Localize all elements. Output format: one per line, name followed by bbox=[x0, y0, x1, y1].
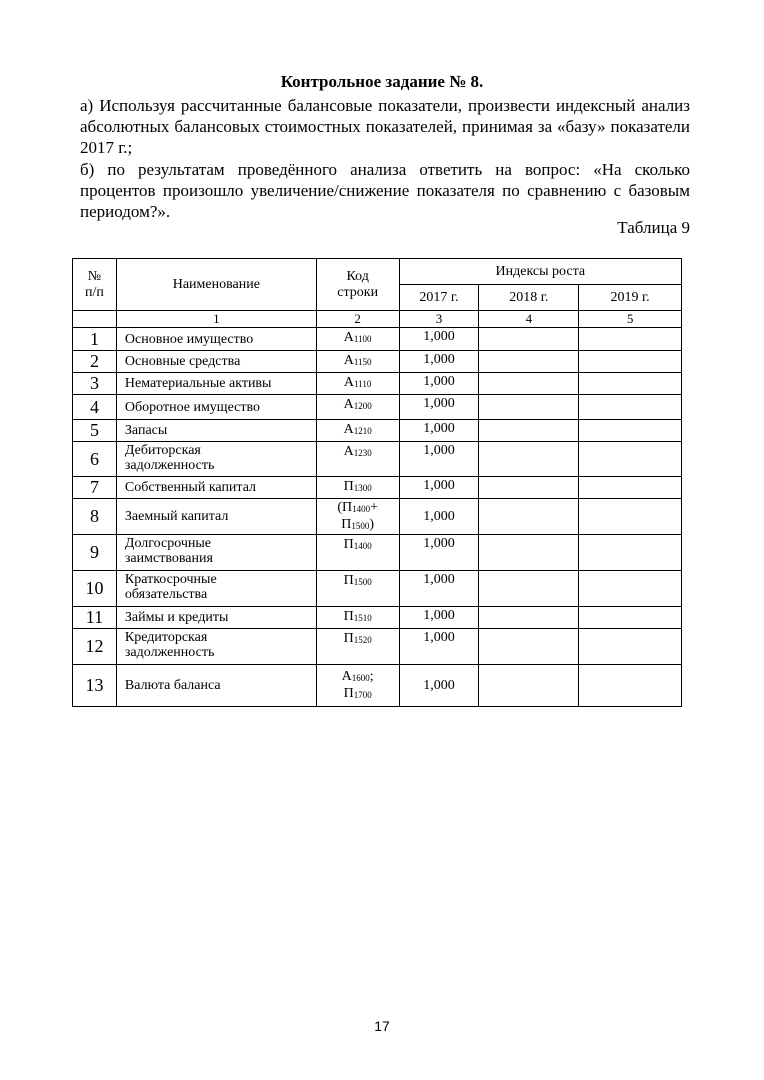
header-year-2018: 2018 г. bbox=[479, 285, 579, 311]
header-year-2017: 2017 г. bbox=[399, 285, 479, 311]
value-2019 bbox=[579, 328, 682, 351]
value-2018 bbox=[479, 607, 579, 629]
row-number: 6 bbox=[73, 442, 117, 477]
row-name: Кредиторская задолженность bbox=[116, 629, 316, 665]
table-row bbox=[73, 420, 682, 442]
value-2017: 1,000 bbox=[399, 442, 479, 477]
code-line: $П_{1400}$ bbox=[343, 537, 372, 552]
row-code bbox=[316, 607, 399, 629]
row-number: 3 bbox=[73, 373, 117, 395]
row-name: Оборотное имущество bbox=[116, 395, 316, 420]
row-code bbox=[316, 373, 399, 395]
header-code: Код строки bbox=[316, 259, 399, 311]
row-name: Собственный капитал bbox=[116, 477, 316, 499]
row-code bbox=[316, 328, 399, 351]
value-2019 bbox=[579, 535, 682, 571]
value-2017: 1,000 bbox=[399, 629, 479, 665]
value-2017: 1,000 bbox=[399, 571, 479, 607]
code-line: $А_{1100}$ bbox=[343, 330, 372, 345]
value-2018 bbox=[479, 535, 579, 571]
row-number: 9 bbox=[73, 535, 117, 571]
row-name: Основное имущество bbox=[116, 328, 316, 351]
column-number: 5 bbox=[579, 311, 682, 328]
value-2019 bbox=[579, 629, 682, 665]
row-number: 11 bbox=[73, 607, 117, 629]
code-line: $П_{1500}$ bbox=[343, 573, 372, 588]
value-2017: 1,000 bbox=[399, 420, 479, 442]
value-2019 bbox=[579, 571, 682, 607]
table-row bbox=[73, 351, 682, 373]
code-line: $А_{1110}$ bbox=[343, 375, 372, 390]
row-code bbox=[316, 535, 399, 571]
code-line: $А_{1150}$ bbox=[343, 353, 372, 368]
code-line: $А_{1600}$; bbox=[341, 668, 374, 684]
value-2018 bbox=[479, 420, 579, 442]
row-number: 2 bbox=[73, 351, 117, 373]
value-2017: 1,000 bbox=[399, 328, 479, 351]
code-line: $П_{1520}$ bbox=[343, 631, 372, 646]
value-2018 bbox=[479, 571, 579, 607]
row-number: 13 bbox=[73, 665, 117, 707]
value-2017: 1,000 bbox=[399, 665, 479, 707]
row-number: 4 bbox=[73, 395, 117, 420]
value-2017: 1,000 bbox=[399, 477, 479, 499]
row-number: 5 bbox=[73, 420, 117, 442]
table-row bbox=[73, 477, 682, 499]
column-number: 2 bbox=[316, 311, 399, 328]
column-number bbox=[73, 311, 117, 328]
row-code bbox=[316, 395, 399, 420]
table-row bbox=[73, 499, 682, 535]
code-line: $А_{1200}$ bbox=[343, 397, 372, 412]
value-2018 bbox=[479, 629, 579, 665]
row-number: 7 bbox=[73, 477, 117, 499]
code-line: $П_{1500}$) bbox=[341, 516, 375, 532]
header-growth-indices: Индексы роста bbox=[399, 259, 681, 285]
value-2018 bbox=[479, 328, 579, 351]
table-row bbox=[73, 373, 682, 395]
code-line: $П_{1300}$ bbox=[343, 479, 372, 494]
header-name: Наименование bbox=[116, 259, 316, 311]
value-2017: 1,000 bbox=[399, 607, 479, 629]
value-2018 bbox=[479, 665, 579, 707]
table-row bbox=[73, 571, 682, 607]
page-number: 17 bbox=[374, 1018, 390, 1034]
value-2019 bbox=[579, 607, 682, 629]
row-code bbox=[316, 629, 399, 665]
task-heading: Контрольное задание № 8. bbox=[280, 72, 484, 91]
table-row bbox=[73, 629, 682, 665]
value-2018 bbox=[479, 395, 579, 420]
row-name: Долгосрочные заимствования bbox=[116, 535, 316, 571]
value-2017: 1,000 bbox=[399, 499, 479, 535]
value-2018 bbox=[479, 442, 579, 477]
row-number: 8 bbox=[73, 499, 117, 535]
value-2018 bbox=[479, 499, 579, 535]
row-code bbox=[316, 477, 399, 499]
header-year-2019: 2019 г. bbox=[579, 285, 682, 311]
row-code bbox=[316, 499, 399, 535]
value-2017: 1,000 bbox=[399, 351, 479, 373]
value-2017: 1,000 bbox=[399, 395, 479, 420]
row-name: Валюта баланса bbox=[116, 665, 316, 707]
value-2019 bbox=[579, 420, 682, 442]
code-line: $А_{1230}$ bbox=[343, 444, 372, 459]
table-row bbox=[73, 395, 682, 420]
row-name: Основные средства bbox=[116, 351, 316, 373]
code-line: $А_{1210}$ bbox=[343, 422, 372, 437]
value-2018 bbox=[479, 477, 579, 499]
row-code bbox=[316, 665, 399, 707]
value-2019 bbox=[579, 477, 682, 499]
table-row bbox=[73, 665, 682, 707]
value-2018 bbox=[479, 351, 579, 373]
row-number: 10 bbox=[73, 571, 117, 607]
row-name: Дебиторская задолженность bbox=[116, 442, 316, 477]
table-row bbox=[73, 328, 682, 351]
value-2019 bbox=[579, 395, 682, 420]
table-row bbox=[73, 535, 682, 571]
row-code bbox=[316, 571, 399, 607]
row-code bbox=[316, 351, 399, 373]
row-number: 1 bbox=[73, 328, 117, 351]
value-2019 bbox=[579, 373, 682, 395]
row-code bbox=[316, 442, 399, 477]
table-row bbox=[73, 607, 682, 629]
header-number: № п/п bbox=[73, 259, 117, 311]
column-number: 4 bbox=[479, 311, 579, 328]
value-2017: 1,000 bbox=[399, 373, 479, 395]
row-name: Нематериальные активы bbox=[116, 373, 316, 395]
row-name: Запасы bbox=[116, 420, 316, 442]
column-number: 3 bbox=[399, 311, 479, 328]
code-line: $П_{1700}$ bbox=[343, 685, 372, 701]
row-name: Заемный капитал bbox=[116, 499, 316, 535]
task-paragraph-a: а) Используя рассчитанные балансовые показатели, произвести индексный анализ абсолютных балансовых стоимостных показателей, принимая за «базу» показатели 2017 г.; bbox=[80, 96, 690, 157]
row-name: Краткосрочные обязательства bbox=[116, 571, 316, 607]
value-2017: 1,000 bbox=[399, 535, 479, 571]
value-2019 bbox=[579, 499, 682, 535]
table-label: Таблица 9 bbox=[617, 218, 690, 237]
value-2019 bbox=[579, 351, 682, 373]
row-name: Займы и кредиты bbox=[116, 607, 316, 629]
task-paragraph-b: б) по результатам проведённого анализа ответить на вопрос: «На сколько процентов произошло увеличение/снижение показателя по сравнению с базовым периодом?». bbox=[80, 160, 690, 221]
table-row bbox=[73, 442, 682, 477]
value-2019 bbox=[579, 442, 682, 477]
code-line: ($П_{1400}+$ bbox=[337, 499, 378, 515]
value-2019 bbox=[579, 665, 682, 707]
value-2018 bbox=[479, 373, 579, 395]
code-line: $П_{1510}$ bbox=[343, 609, 372, 624]
growth-index-table bbox=[72, 258, 682, 707]
row-code bbox=[316, 420, 399, 442]
column-number: 1 bbox=[116, 311, 316, 328]
row-number: 12 bbox=[73, 629, 117, 665]
